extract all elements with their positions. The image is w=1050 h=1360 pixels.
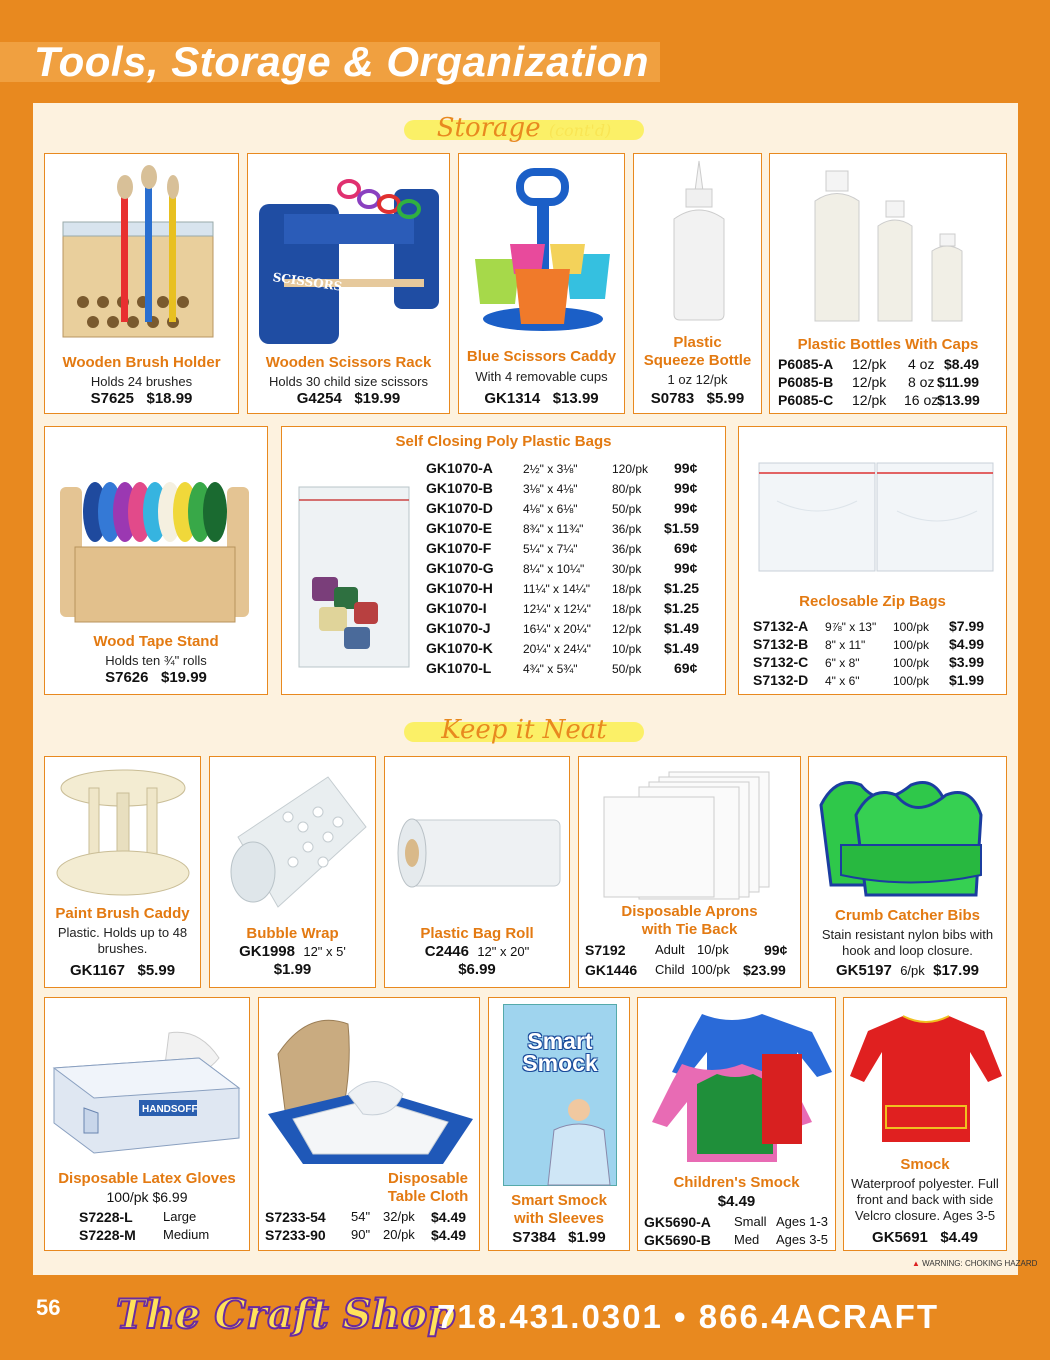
poly-bags-size: 20¼" x 24¼" — [523, 642, 591, 656]
childrens-smock-row: GK5690-B — [644, 1232, 711, 1248]
zip-bags-pack: 100/pk — [893, 620, 930, 634]
zip-bags-size: 8" x 11" — [825, 638, 866, 652]
product-card-scissors-rack[interactable] — [247, 153, 450, 414]
brush-holder-image — [53, 162, 228, 347]
bag-roll-image — [390, 802, 565, 902]
poly-bags-row: GK1070-G — [426, 560, 494, 576]
zip-bags-pack: 100/pk — [893, 656, 930, 670]
poly-bags-image — [294, 482, 414, 672]
smock-image — [848, 1006, 1004, 1146]
smart-smock-pkg-text-1: Smart — [527, 1028, 593, 1054]
bibs-image — [811, 765, 1005, 900]
scissors-caddy-name: Blue Scissors Caddy — [466, 348, 617, 365]
smart-smock-name-2: with Sleeves — [513, 1210, 605, 1227]
product-card-bottles-caps[interactable] — [769, 153, 1007, 414]
brush-holder-price: $18.99 — [146, 390, 193, 407]
scissors-rack-name: Wooden Scissors Rack — [265, 354, 432, 371]
bottles-caps-sku: P6085-B — [778, 374, 834, 390]
bottles-caps-pack: 12/pk — [852, 392, 887, 408]
poly-bags-row: GK1070-F — [426, 540, 492, 556]
childrens-smock-ages: Ages 1-3 — [776, 1214, 829, 1229]
poly-bags-price: $1.25 — [664, 600, 700, 616]
poly-bags-row: GK1070-L — [426, 660, 492, 676]
bag-roll-sku-size — [385, 943, 569, 961]
zip-bags-row: S7132-A — [753, 618, 809, 634]
poly-bags-price: $1.25 — [664, 580, 700, 596]
bottles-caps-image — [800, 166, 980, 331]
product-card-aprons[interactable] — [578, 756, 801, 988]
bibs-desc: Stain resistant nylon bibs with hook and loop closure. — [821, 927, 994, 958]
bibs-sku-price — [809, 962, 1006, 980]
zip-bags-size: 6" x 8" — [825, 656, 860, 670]
bag-roll-name: Plastic Bag Roll — [420, 925, 534, 942]
scissors-caddy-desc: With 4 removable cups — [475, 369, 608, 384]
poly-bags-size: 5¼" x 7¼" — [523, 542, 578, 556]
product-card-squeeze-bottle[interactable] — [633, 153, 762, 414]
poly-bags-pack: 18/pk — [612, 602, 642, 616]
section-storage-title: Storage — [436, 113, 541, 143]
bibs-name: Crumb Catcher Bibs — [834, 907, 981, 924]
poly-bags-pack: 120/pk — [612, 462, 649, 476]
aprons-type: Child — [655, 962, 685, 977]
poly-bags-row: GK1070-D — [426, 500, 493, 516]
squeeze-bottle-name-1: Plastic — [673, 334, 722, 351]
gloves-size: Medium — [163, 1227, 210, 1242]
poly-bags-row: GK1070-E — [426, 520, 493, 536]
brush-caddy-sku: GK1167 — [69, 962, 125, 979]
product-card-bubble-wrap[interactable] — [209, 756, 376, 988]
bottles-caps-pack: 12/pk — [852, 374, 887, 390]
poly-bags-row: GK1070-J — [426, 620, 491, 636]
brush-holder-sku-price — [45, 390, 238, 408]
aprons-pack: 100/pk — [691, 962, 731, 977]
bottles-caps-row — [778, 373, 833, 391]
brush-holder-sku: S7625 — [90, 390, 134, 407]
brush-caddy-name: Paint Brush Caddy — [55, 905, 190, 922]
bubble-wrap-sku: GK1998 — [239, 943, 295, 960]
product-card-brush-caddy[interactable] — [44, 756, 201, 988]
childrens-smock-image — [642, 1004, 834, 1162]
poly-bags-pack: 50/pk — [612, 502, 642, 516]
bag-roll-sku: C2446 — [424, 943, 469, 960]
zip-bags-row: S7132-B — [753, 636, 809, 652]
scissors-rack-sku: G4254 — [296, 390, 342, 407]
smock-desc: Waterproof polyester. Full front and back with side Velcro closure. Ages 3-5 — [851, 1176, 999, 1223]
tape-stand-sku: S7626 — [105, 669, 149, 686]
gloves-size: Large — [163, 1209, 197, 1224]
childrens-smock-row: GK5690-A — [644, 1214, 711, 1230]
tape-stand-name: Wood Tape Stand — [93, 633, 219, 650]
poly-bags-price: 99¢ — [674, 560, 698, 576]
product-card-childrens-smock[interactable] — [637, 997, 836, 1251]
section-neat-title: Keep it Neat — [441, 715, 607, 745]
aprons-row: S7192 — [585, 942, 626, 958]
poly-bags-row: GK1070-K — [426, 640, 493, 656]
product-card-gloves[interactable] — [44, 997, 250, 1251]
poly-bags-row: GK1070-H — [426, 580, 493, 596]
gloves-image — [49, 1028, 247, 1158]
choking-hazard-warning — [912, 1259, 1037, 1268]
smart-smock-price: $1.99 — [568, 1229, 606, 1246]
bubble-wrap-name: Bubble Wrap — [246, 925, 339, 942]
tape-stand-desc: Holds ten ¾" rolls — [105, 653, 207, 668]
poly-bags-row: GK1070-I — [426, 600, 487, 616]
poly-bags-size: 3⅛" x 4⅛" — [523, 482, 578, 496]
poly-bags-price: 99¢ — [674, 460, 698, 476]
brush-holder-desc: Holds 24 brushes — [90, 374, 193, 389]
aprons-type: Adult — [655, 942, 685, 957]
squeeze-bottle-sku: S0783 — [650, 390, 695, 407]
zip-bags-row: S7132-C — [753, 654, 809, 670]
bottles-caps-pack: 12/pk — [852, 356, 887, 372]
poly-bags-price: $1.59 — [664, 520, 700, 536]
zip-bags-pack: 100/pk — [893, 674, 930, 688]
bubble-wrap-image — [218, 767, 368, 917]
smock-name: Smock — [900, 1156, 950, 1173]
smock-sku: GK5691 — [872, 1229, 928, 1246]
gloves-name: Disposable Latex Gloves — [58, 1170, 236, 1187]
poly-bags-price: 99¢ — [674, 480, 698, 496]
poly-bags-size: 4⅛" x 6⅛" — [523, 502, 578, 516]
zip-bags-size: 9⅞" x 13" — [825, 620, 877, 634]
product-card-bibs[interactable] — [808, 756, 1007, 988]
aprons-name-2: with Tie Back — [641, 921, 738, 938]
product-card-smart-smock[interactable] — [488, 997, 630, 1251]
craft-shop-logo — [110, 1276, 456, 1342]
poly-bags-price: $1.49 — [664, 620, 700, 636]
table-cloth-size: 54" — [351, 1209, 371, 1224]
product-card-bag-roll[interactable] — [384, 756, 570, 988]
scissors-rack-label: SCISSORS — [271, 270, 344, 294]
table-cloth-name-1: Disposable — [387, 1170, 469, 1187]
brush-caddy-sku-price — [45, 962, 200, 980]
bottles-caps-row — [778, 355, 833, 373]
poly-bags-pack: 10/pk — [612, 642, 642, 656]
scissors-rack-sku-price — [248, 390, 449, 408]
bubble-wrap-size: 12" x 5' — [303, 944, 346, 959]
table-cloth-pack: 20/pk — [383, 1227, 415, 1242]
scissors-caddy-image — [465, 164, 620, 344]
squeeze-bottle-price: $5.99 — [706, 390, 745, 407]
zip-bags-size: 4" x 6" — [825, 674, 860, 688]
bubble-wrap-price: $1.99 — [273, 961, 312, 978]
brush-holder-name: Wooden Brush Holder — [62, 354, 221, 371]
product-card-zip-bags[interactable] — [738, 426, 1007, 695]
aprons-pack: 10/pk — [697, 942, 729, 957]
childrens-smock-price: $4.49 — [717, 1193, 756, 1210]
aprons-image — [599, 767, 789, 902]
table-cloth-image — [263, 1004, 478, 1169]
table-cloth-row: S7233-90 — [265, 1227, 326, 1243]
table-cloth-row: S7233-54 — [265, 1209, 326, 1225]
childrens-smock-size: Small — [734, 1214, 767, 1229]
zip-bags-price: $7.99 — [949, 618, 985, 634]
zip-bags-price: $3.99 — [949, 654, 985, 670]
bottles-caps-price: $11.99 — [937, 374, 980, 390]
table-cloth-price: $4.49 — [431, 1227, 467, 1243]
bottles-caps-sku: P6085-A — [778, 356, 834, 372]
bottles-caps-size: 4 oz — [908, 356, 935, 372]
page-number: 56 — [36, 1295, 61, 1320]
product-card-brush-holder[interactable] — [44, 153, 239, 414]
bibs-price: $17.99 — [933, 962, 980, 979]
aprons-price: 99¢ — [764, 942, 788, 958]
squeeze-bottle-name-2: Squeeze Bottle — [643, 352, 752, 369]
smart-smock-package — [503, 1004, 617, 1186]
poly-bags-pack: 18/pk — [612, 582, 642, 596]
product-card-tape-stand[interactable] — [44, 426, 268, 695]
section-keep-it-neat — [404, 712, 644, 748]
bottles-caps-sku: P6085-C — [778, 392, 834, 408]
aprons-name-1: Disposable Aprons — [621, 903, 758, 920]
bag-roll-size: 12" x 20" — [477, 944, 530, 959]
poly-bags-size: 16¼" x 20¼" — [523, 622, 591, 636]
smock-sku-price — [844, 1229, 1006, 1247]
zip-bags-price: $4.99 — [949, 636, 985, 652]
product-card-poly-bags[interactable] — [281, 426, 726, 695]
tape-stand-sku-price — [45, 669, 267, 687]
brush-caddy-price: $5.99 — [137, 962, 176, 979]
childrens-smock-name: Children's Smock — [673, 1174, 800, 1191]
bubble-wrap-sku-size — [210, 943, 375, 961]
zip-bags-image — [757, 461, 997, 576]
squeeze-bottle-image — [654, 159, 744, 324]
bibs-sku: GK5197 — [835, 962, 892, 979]
poly-bags-price: $1.49 — [664, 640, 700, 656]
childrens-smock-size: Med — [734, 1232, 760, 1247]
tape-stand-image — [55, 467, 255, 627]
table-cloth-pack: 32/pk — [383, 1209, 415, 1224]
zip-bags-row: S7132-D — [753, 672, 809, 688]
smock-price: $4.49 — [940, 1229, 978, 1246]
aprons-row: GK1446 — [585, 962, 638, 978]
gloves-row: S7228-L — [79, 1209, 133, 1225]
section-storage — [404, 110, 644, 146]
product-card-table-cloth[interactable] — [258, 997, 480, 1251]
poly-bags-price: 99¢ — [674, 500, 698, 516]
table-cloth-name-2: Table Cloth — [387, 1188, 469, 1205]
tape-stand-price: $19.99 — [161, 669, 207, 686]
warning-text: WARNING: CHOKING HAZARD — [922, 1259, 1038, 1268]
gloves-pack-price: 100/pk $6.99 — [106, 1189, 188, 1205]
scissors-caddy-sku-price — [459, 390, 624, 408]
poly-bags-size: 2½" x 3⅛" — [523, 462, 578, 476]
zip-bags-name: Reclosable Zip Bags — [799, 593, 946, 610]
poly-bags-pack: 50/pk — [612, 662, 642, 676]
zip-bags-pack: 100/pk — [893, 638, 930, 652]
phone-numbers: 718.431.0301 • 866.4ACRAFT — [437, 1298, 939, 1335]
poly-bags-pack: 30/pk — [612, 562, 642, 576]
poly-bags-row: GK1070-B — [426, 480, 493, 496]
poly-bags-pack: 12/pk — [612, 622, 642, 636]
product-card-smock[interactable] — [843, 997, 1007, 1251]
poly-bags-name: Self Closing Poly Plastic Bags — [395, 433, 612, 450]
scissors-rack-price: $19.99 — [354, 390, 401, 407]
bibs-pack: 6/pk — [900, 963, 925, 978]
smart-smock-child-image — [544, 1095, 614, 1185]
warning-icon: ▲ — [912, 1259, 920, 1268]
aprons-price: $23.99 — [743, 962, 786, 978]
squeeze-bottle-sku-price — [634, 390, 761, 408]
poly-bags-size: 11¼" x 14¼" — [523, 582, 591, 596]
poly-bags-price: 69¢ — [674, 660, 698, 676]
poly-bags-size: 8¼" x 10¼" — [523, 562, 585, 576]
poly-bags-size: 4¾" x 5¾" — [523, 662, 578, 676]
bag-roll-price: $6.99 — [458, 961, 496, 978]
smart-smock-sku-price — [489, 1229, 629, 1247]
smart-smock-pkg-text-2: Smock — [522, 1050, 598, 1076]
poly-bags-pack: 80/pk — [612, 482, 642, 496]
poly-bags-row: GK1070-A — [426, 460, 493, 476]
zip-bags-price: $1.99 — [949, 672, 985, 688]
gloves-box-text: HANDSOFF — [142, 1104, 198, 1115]
scissors-caddy-price: $13.99 — [552, 390, 599, 407]
table-cloth-size: 90" — [351, 1227, 371, 1242]
smart-smock-name-1: Smart Smock — [511, 1192, 607, 1209]
brush-caddy-desc: Plastic. Holds up to 48 brushes. — [57, 925, 188, 956]
brush-caddy-image — [51, 763, 196, 903]
bottles-caps-size: 8 oz — [908, 374, 935, 390]
scissors-caddy-sku: GK1314 — [484, 390, 541, 407]
bottles-caps-name: Plastic Bottles With Caps — [797, 336, 979, 353]
bottles-caps-size: 16 oz — [904, 392, 939, 408]
smart-smock-sku: S7384 — [512, 1229, 556, 1246]
craft-shop-logo-text: The Craft Shop — [116, 1291, 456, 1338]
product-card-scissors-caddy[interactable] — [458, 153, 625, 414]
squeeze-bottle-desc: 1 oz 12/pk — [667, 372, 728, 387]
gloves-row: S7228-M — [79, 1227, 136, 1243]
poly-bags-pack: 36/pk — [612, 522, 642, 536]
childrens-smock-ages: Ages 3-5 — [776, 1232, 829, 1247]
scissors-rack-image — [254, 174, 444, 349]
bottles-caps-price: $8.49 — [944, 356, 980, 372]
page-title: Tools, Storage & Organization — [34, 38, 649, 85]
poly-bags-price: 69¢ — [674, 540, 698, 556]
bottles-caps-price: $13.99 — [937, 392, 980, 408]
scissors-rack-desc: Holds 30 child size scissors — [269, 374, 428, 389]
poly-bags-pack: 36/pk — [612, 542, 642, 556]
bottles-caps-row — [778, 391, 833, 409]
table-cloth-price: $4.49 — [431, 1209, 467, 1225]
poly-bags-size: 12¼" x 12¼" — [523, 602, 591, 616]
poly-bags-size: 8¾" x 11¾" — [523, 522, 584, 536]
